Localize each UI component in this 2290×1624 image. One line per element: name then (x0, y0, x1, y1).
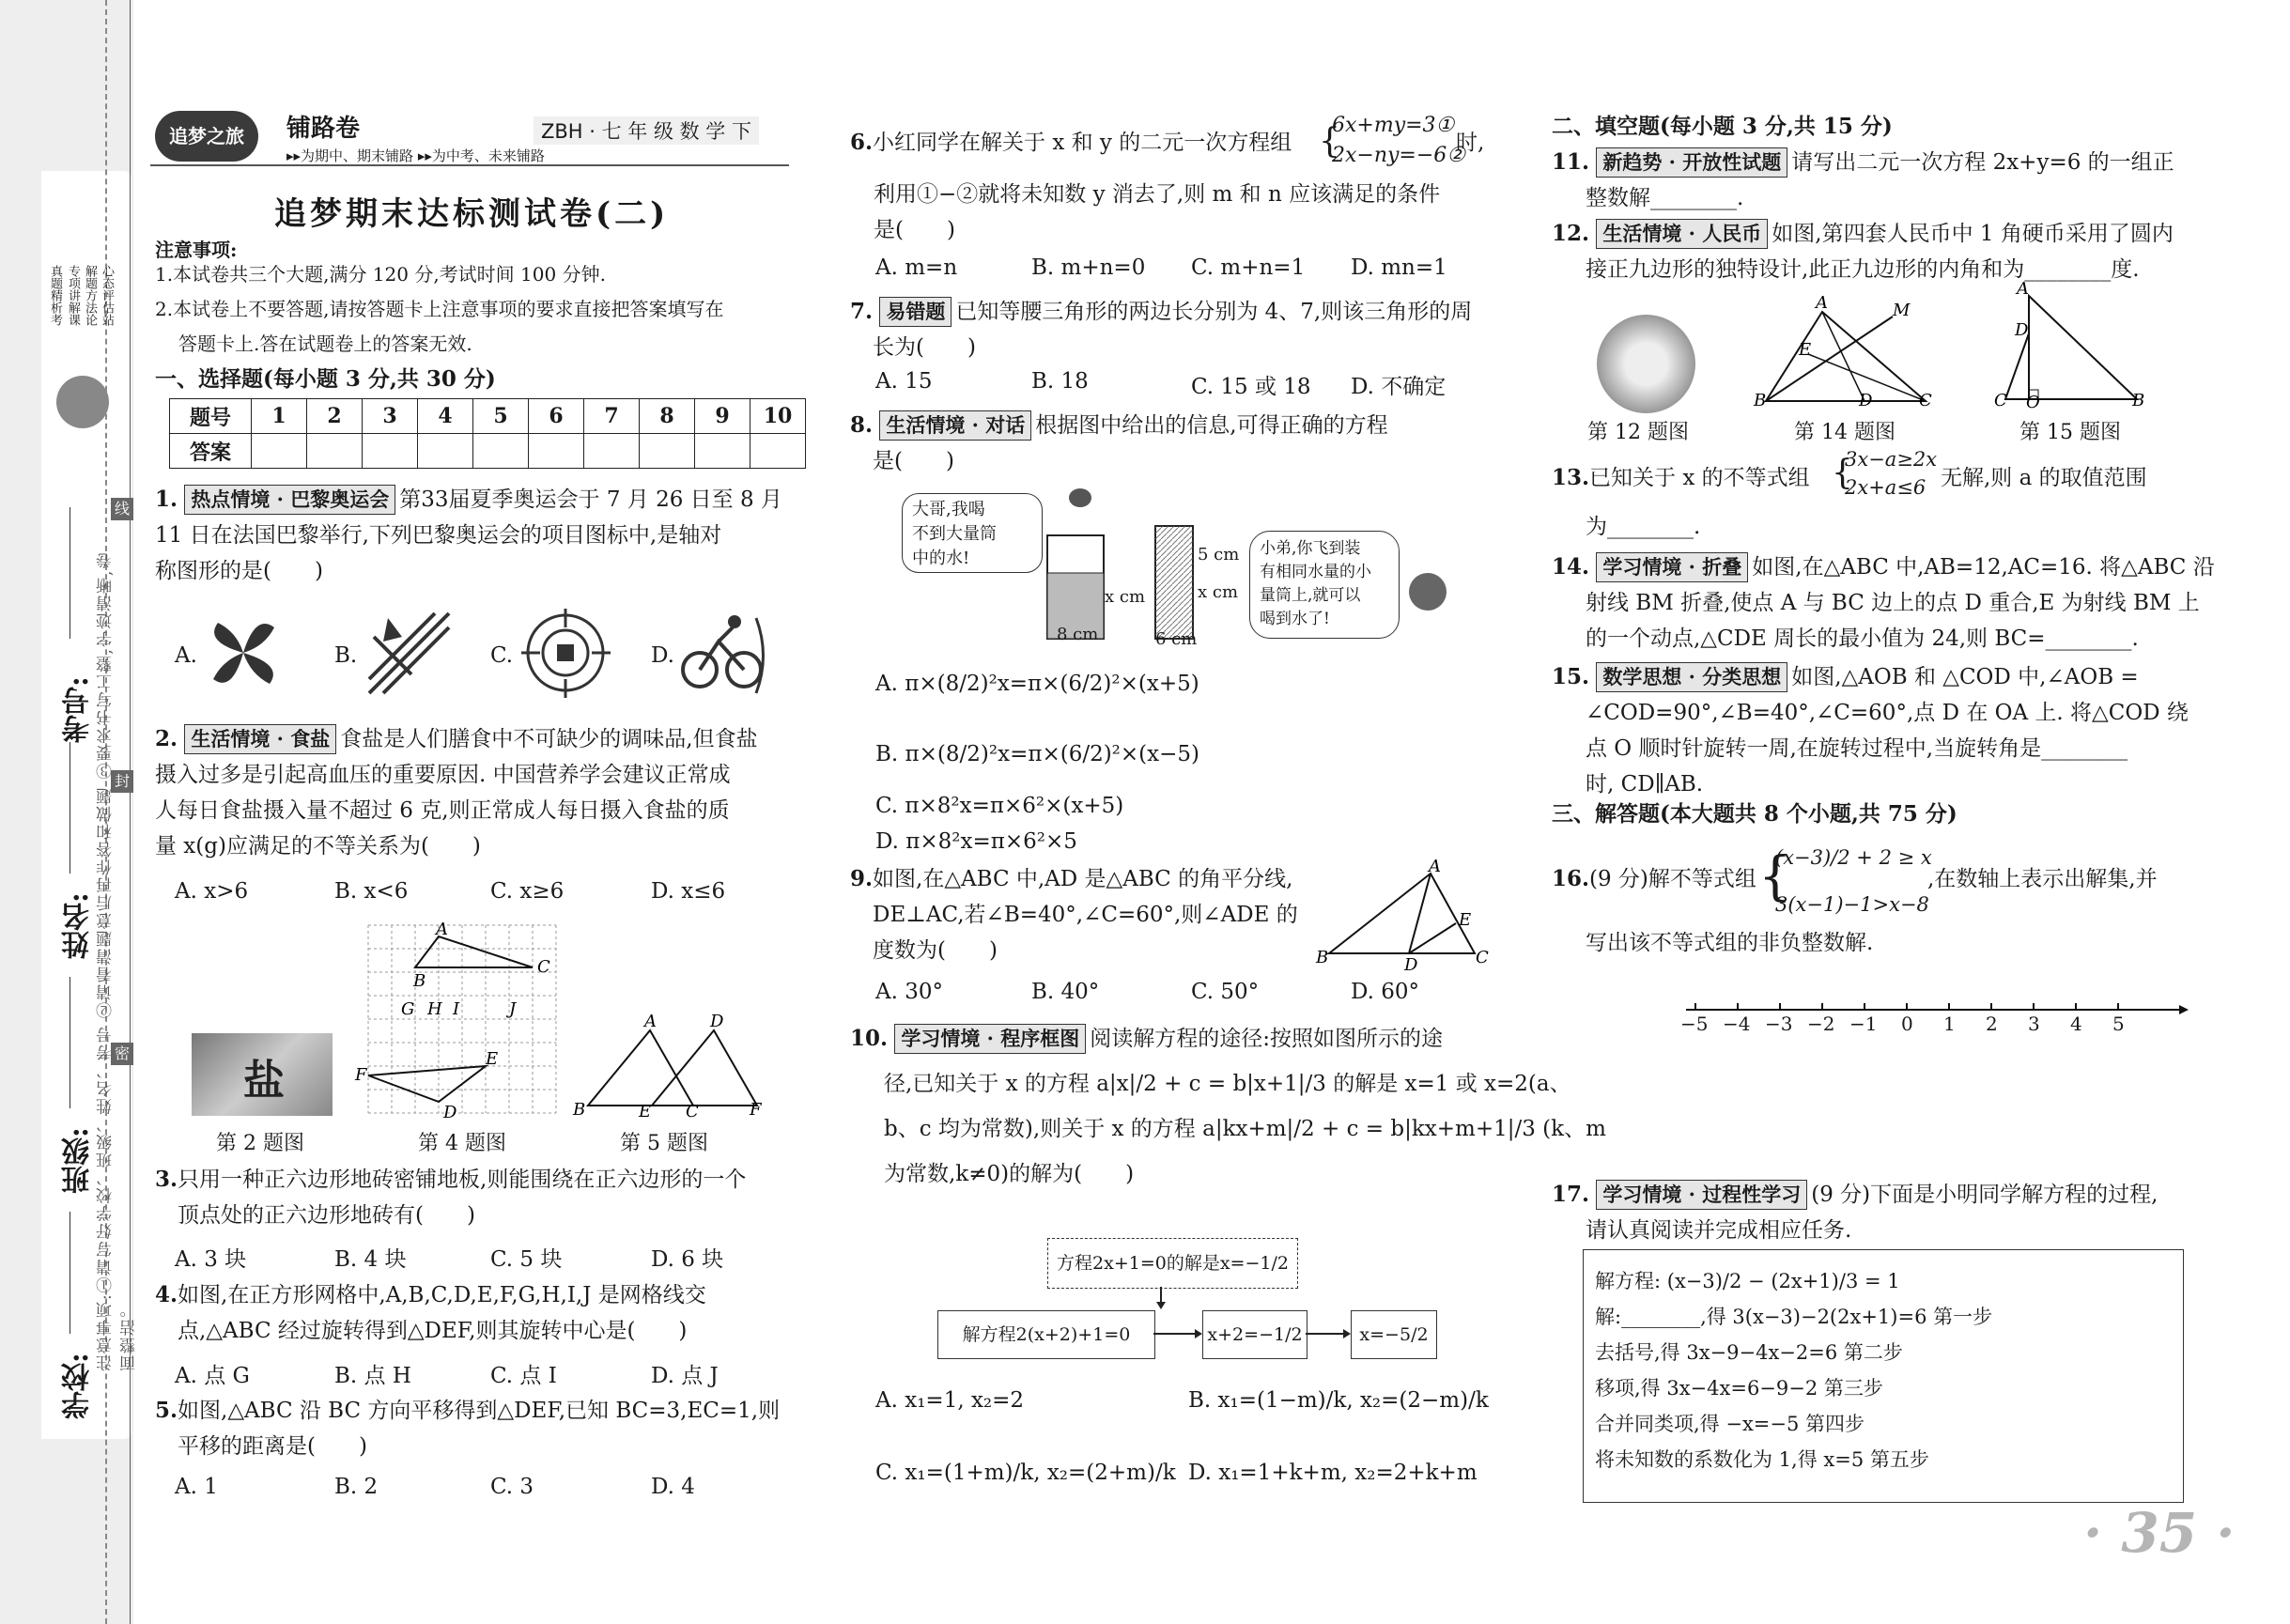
answer-cell[interactable] (529, 434, 584, 469)
tick-label: 4 (2070, 1013, 2082, 1035)
question-tag: 学习情境 · 程序框图 (894, 1024, 1086, 1054)
question-text: 已知等腰三角形的两边长分别为 4、7,则该三角形的周 (955, 300, 1473, 324)
question-number: 12. (1552, 221, 1590, 246)
sidebar-note: 注意事项:①请写好学校、班级、姓名、考号 ②请看清题意后再作答和做题 ③要求书写工整,字迹清晰,卷面整洁。 (97, 550, 139, 1371)
question-text: 量 x(g)应满足的不等关系为( ) (155, 834, 481, 858)
inequality-system (1845, 445, 1937, 502)
question-9 (850, 861, 1298, 968)
question-4 (155, 1277, 706, 1349)
option-b[interactable]: B. x<6 (334, 879, 409, 904)
question-text: 请认真阅读并完成相应任务. (1586, 1218, 1852, 1243)
option-b[interactable]: B. 2 (334, 1475, 379, 1499)
bubble-line: 喝到水了! (1260, 610, 1330, 628)
option-c[interactable]: C. x₁=(1+m)/k, x₂=(2+m)/k (875, 1461, 1176, 1485)
flow-step-box: 解方程2(x+2)+1=0 (937, 1310, 1155, 1359)
fold-figure-q14 (1754, 293, 1940, 410)
tick-label: 5 (2112, 1013, 2125, 1035)
option-b[interactable]: B. 40° (1031, 980, 1100, 1004)
question-text: 11 日在法国巴黎举行,下列巴黎奥运会的项目图标中,是轴对 (155, 523, 722, 548)
question-text: 是( ) (874, 218, 955, 242)
table-cell: 9 (695, 399, 750, 434)
inequality: 3x−a≥2x (1845, 448, 1938, 471)
question-text: 只用一种正六边形地砖密铺地板,则能围绕在正六边形的一个 (178, 1168, 747, 1192)
sidebar-tab[interactable]: 解题方法论 (83, 265, 97, 326)
question-text: 无解,则 a 的取值范围 (1941, 466, 2147, 490)
svg-text:D: D (1859, 391, 1873, 410)
question-17 (1552, 1177, 2158, 1248)
table-cell: 8 (640, 399, 695, 434)
question-text: 时, CD∥AB. (1586, 772, 1704, 797)
svg-text:A: A (1429, 857, 1441, 876)
answer-cell[interactable] (418, 434, 473, 469)
question-text: 如图,△AOB 和 △COD 中,∠AOB = (1791, 665, 2139, 689)
option-a[interactable]: A. 3 块 (175, 1247, 247, 1272)
section-1-heading: 一、选择题(每小题 3 分,共 30 分) (155, 366, 496, 392)
answer-cell[interactable] (584, 434, 640, 469)
question-text: 如图,第四套人民币中 1 角硬币采用了圆内 (1772, 222, 2174, 246)
tick-label: −1 (1849, 1013, 1878, 1035)
table-cell: 7 (584, 399, 640, 434)
question-number: 14. (1552, 554, 1590, 580)
svg-text:D: D (2015, 320, 2029, 340)
seal-secret-marker: 密 (111, 1043, 133, 1065)
rotation-figure-q15 (1994, 279, 2146, 413)
question-text: 利用①−②就将未知数 y 消去了,则 m 和 n 应该满足的条件 (874, 182, 1441, 207)
question-text: 阅读解方程的途径:按照如图所示的途 (1090, 1027, 1444, 1051)
bubble-line: 有相同水量的小 (1260, 563, 1371, 581)
brace-icon: { (1832, 454, 1853, 492)
figure-caption: 第 2 题图 (216, 1132, 304, 1155)
option-a[interactable]: A. (175, 643, 197, 668)
seal-line-marker: 线 (111, 498, 133, 520)
question-text: 根据图中给出的信息,可得正确的方程 (1035, 413, 1388, 438)
option-a[interactable]: A. π×(8/2)²x=π×(6/2)²×(x+5) (875, 672, 1199, 696)
translation-figure-q5 (573, 1012, 762, 1121)
solution-step: 解方程: (x−3)/2 − (2x+1)/3 = 1 (1595, 1270, 1900, 1292)
table-cell: 2 (307, 399, 363, 434)
option-d[interactable]: D. (651, 643, 674, 668)
answer-cell[interactable] (307, 434, 363, 469)
notice-line: 2.本试卷上不要答题,请按答题卡上注意事项的要求直接把答案填写在 (155, 298, 724, 320)
question-tag: 学习情境 · 折叠 (1596, 552, 1748, 582)
name-label: 姓名: (62, 892, 95, 960)
tick-label: 0 (1901, 1013, 1913, 1035)
answer-cell[interactable] (252, 434, 307, 469)
option-d[interactable]: D. mn=1 (1351, 255, 1447, 280)
exam-number-label: 考号: (62, 676, 95, 744)
question-text: ,在数轴上表示出解集,并 (1927, 867, 2158, 891)
svg-text:C: C (1476, 948, 1489, 967)
question-number: 15. (1552, 664, 1590, 689)
table-cell: 6 (529, 399, 584, 434)
bubble-line: 大哥,我喝 (912, 500, 985, 519)
bubble-line: 不到大量筒 (912, 524, 997, 544)
question-text: 径,已知关于 x 的方程 a|x|/2 + c = b|x+1|/3 的解是 x=1 或 x=2(a、 (884, 1072, 1571, 1096)
question-11 (1552, 145, 2174, 216)
svg-text:A: A (1816, 293, 1828, 313)
table-cell: 3 (363, 399, 418, 434)
question-number: 13. (1552, 465, 1590, 490)
svg-text:E: E (1799, 340, 1812, 360)
question-number: 4. (155, 1282, 178, 1307)
figure-caption: 第 15 题图 (2019, 421, 2121, 444)
table-cell: 4 (418, 399, 473, 434)
svg-text:B: B (1754, 391, 1767, 410)
bubble-line: 量筒上,就可以 (1260, 586, 1361, 605)
notice-heading: 注意事项: (155, 239, 238, 261)
question-text: 的一个动点,△CDE 周长的最小值为 24,则 BC=________. (1586, 626, 2139, 651)
question-number: 7. (850, 299, 874, 324)
option-c[interactable]: C. m+n=1 (1191, 255, 1306, 280)
svg-text:E: E (1459, 910, 1472, 930)
slogan: ▸▸为期中、期末铺路 ▸▸为中考、未来铺路 (286, 147, 545, 164)
page-title: 追梦期末达标测试卷(二) (274, 195, 670, 233)
svg-text:A: A (644, 1012, 657, 1031)
cycling-icon (676, 609, 770, 698)
question-number: 2. (155, 726, 178, 751)
svg-text:B: B (2132, 391, 2145, 410)
question-number: 17. (1552, 1182, 1590, 1207)
bubble-line: 小弟,你飞到装 (1260, 539, 1361, 558)
svg-text:F: F (355, 1065, 367, 1085)
flow-step-box: x+2=−1/2 (1202, 1310, 1307, 1359)
tick-label: 3 (2028, 1013, 2040, 1035)
answer-cell[interactable] (363, 434, 418, 469)
sidebar-tab[interactable]: 专项讲解课 (66, 265, 80, 326)
question-2 (155, 721, 758, 864)
solution-step: 去括号,得 3x−9−4x−2=6 第二步 (1595, 1341, 1903, 1364)
dim-label: 8 cm (1057, 625, 1099, 644)
header-rule (150, 164, 789, 166)
question-tag: 生活情境 · 对话 (879, 410, 1031, 441)
svg-text:B: B (413, 971, 426, 991)
equation: 2x−ny=−6② (1332, 144, 1466, 167)
pinwheel-icon (199, 609, 288, 698)
question-text: DE⊥AC,若∠B=40°,∠C=60°,则∠ADE 的 (873, 903, 1298, 927)
svg-text:E: E (486, 1049, 499, 1069)
question-tag: 热点情境 · 巴黎奥运会 (184, 485, 395, 515)
page-number: · 35 · (2083, 1501, 2236, 1565)
tick-label: 2 (1986, 1013, 1998, 1035)
salt-bag-photo (192, 1033, 333, 1116)
tick-label: 1 (1943, 1013, 1956, 1035)
svg-text:I: I (453, 999, 460, 1019)
notice-line: 答题卡上.答在试题卷上的答案无效. (178, 333, 472, 355)
notice-line: 1.本试卷共三个大题,满分 120 分,考试时间 100 分钟. (155, 263, 606, 286)
bird-icon (1069, 488, 1091, 507)
question-tag: 学习情境 · 过程性学习 (1596, 1180, 1807, 1210)
figure-caption: 第 5 题图 (620, 1132, 708, 1155)
tick-label: −4 (1723, 1013, 1751, 1035)
dim-label: x cm (1105, 587, 1146, 607)
question-number: 8. (850, 412, 874, 438)
question-text: 顶点处的正六边形地砖有( ) (178, 1203, 475, 1228)
question-text: 点,△ABC 经过旋转得到△DEF,则其旋转中心是( ) (178, 1319, 688, 1343)
question-text: 小红同学在解关于 x 和 y 的二元一次方程组 (873, 131, 1292, 155)
question-tag: 数学思想 · 分类思想 (1596, 662, 1787, 692)
solution-step: 解:________,得 3(x−3)−2(2x+1)=6 第一步 (1595, 1306, 1993, 1328)
option-c[interactable]: C. π×8²x=π×6²×(x+5) (875, 794, 1124, 818)
solution-step: 合并同类项,得 −x=−5 第四步 (1595, 1413, 1865, 1435)
option-d[interactable]: D. π×8²x=π×6²×5 (875, 829, 1077, 854)
option-c[interactable]: C. 点 I (490, 1364, 557, 1388)
svg-text:B: B (1316, 948, 1329, 967)
grid-figure-q4 (355, 920, 565, 1122)
question-text: b、c 均为常数),则关于 x 的方程 a|kx+m|/2 + c = b|kx+m+1|/3 (k、m (884, 1117, 1606, 1141)
option-a[interactable]: A. 15 (875, 369, 933, 394)
tick-label: −2 (1807, 1013, 1835, 1035)
svg-text:D: D (1404, 955, 1418, 975)
equation: 6x+my=3① (1332, 114, 1455, 137)
question-text: 射线 BM 折叠,使点 A 与 BC 边上的点 D 重合,E 为射线 BM 上 (1586, 591, 2200, 615)
option-b[interactable]: B. m+n=0 (1031, 255, 1146, 280)
badminton-icon (364, 609, 454, 698)
speech-bubble-right (1249, 531, 1400, 639)
equation-system (1332, 111, 1465, 171)
question-text: 称图形的是( ) (155, 559, 323, 583)
option-c[interactable]: C. 15 或 18 (1191, 375, 1311, 399)
target-icon (521, 609, 611, 698)
question-1 (155, 482, 782, 589)
dim-label: x cm (1198, 582, 1239, 602)
option-d[interactable]: D. 点 J (651, 1364, 719, 1388)
option-b[interactable]: B. 点 H (334, 1364, 411, 1388)
solution-process-box (1583, 1249, 2184, 1503)
question-6 (850, 125, 1292, 161)
dim-label: 5 cm (1198, 545, 1240, 565)
question-text: 为常数,k≠0)的解为( ) (884, 1162, 1135, 1186)
question-text: 已知关于 x 的不等式组 (1589, 466, 1810, 490)
option-b[interactable]: B. 4 块 (334, 1247, 407, 1272)
question-text: 平移的距离是( ) (178, 1434, 367, 1459)
inequality: 2x+a≤6 (1845, 476, 1926, 499)
option-b[interactable]: B. π×(8/2)²x=π×(6/2)²×(x−5) (875, 742, 1199, 766)
sidebar-tab[interactable]: 心态评估站 (100, 265, 114, 326)
question-text: 请写出二元一次方程 2x+y=6 的一组正 (1791, 150, 2174, 175)
table-cell: 5 (473, 399, 529, 434)
tick-label: −3 (1765, 1013, 1793, 1035)
table-cell: 10 (750, 399, 806, 434)
bird-icon (1409, 573, 1447, 611)
flow-hint-box: 方程2x+1=0的解是x=−1/2 (1047, 1238, 1298, 1289)
question-text: 是( ) (873, 449, 954, 473)
figure-caption: 第 4 题图 (418, 1132, 506, 1155)
option-b[interactable]: B. x₁=(1−m)/k, x₂=(2−m)/k (1188, 1388, 1489, 1413)
question-text: 写出该不等式组的非负整数解. (1586, 931, 1874, 955)
sidebar-tab[interactable]: 真题精析考 (48, 265, 62, 326)
svg-text:E: E (639, 1102, 652, 1121)
option-d[interactable]: D. 6 块 (651, 1247, 724, 1272)
section-3-heading: 三、解答题(本大题共 8 个小题,共 75 分) (1552, 801, 1957, 827)
inequality: (x−3)/2 + 2 ≥ x (1775, 846, 1932, 869)
table-cell: 题号 (170, 399, 252, 434)
coin-photo (1597, 315, 1695, 413)
inequality-system (1775, 834, 1932, 928)
question-3 (155, 1162, 746, 1233)
solution-step: 移项,得 3x−4x=6−9−2 第三步 (1595, 1377, 1883, 1400)
option-a[interactable]: A. x₁=1, x₂=2 (875, 1388, 1025, 1413)
seal-seal-marker: 封 (111, 770, 133, 793)
option-d[interactable]: D. x≤6 (651, 879, 726, 904)
option-a[interactable]: A. 30° (875, 980, 943, 1004)
question-number: 6. (850, 130, 874, 155)
question-15 (1552, 659, 2189, 802)
question-5 (155, 1393, 780, 1464)
question-tag: 生活情境 · 食盐 (184, 724, 336, 754)
figure-caption: 第 12 题图 (1587, 421, 1689, 444)
svg-text:A: A (436, 920, 448, 939)
svg-text:J: J (509, 999, 517, 1019)
answer-cell[interactable] (473, 434, 529, 469)
question-text: 整数解________. (1586, 186, 1744, 210)
question-text: 如图,在△ABC 中,AD 是△ABC 的角平分线, (873, 867, 1293, 891)
svg-text:O: O (2026, 393, 2040, 412)
series-label: 铺路卷 (286, 115, 361, 143)
option-a[interactable]: A. x>6 (175, 879, 249, 904)
question-tag: 新趋势 · 开放性试题 (1596, 147, 1787, 178)
question-8 (850, 408, 1388, 479)
section-2-heading: 二、填空题(每小题 3 分,共 15 分) (1552, 114, 1893, 139)
option-c[interactable]: C. (490, 643, 514, 668)
question-text: 点 O 顺时针旋转一周,在旋转过程中,当旋转角是________ (1586, 736, 2128, 761)
triangle-figure-q9 (1316, 857, 1489, 975)
question-text: 长为( ) (873, 335, 976, 360)
question-number: 3. (155, 1167, 178, 1192)
question-number: 5. (155, 1398, 178, 1423)
svg-text:C: C (1994, 391, 2007, 410)
question-14 (1552, 549, 2215, 657)
question-number: 10. (850, 1026, 889, 1051)
book-code: ZBH · 七 年 级 数 学 下 (534, 116, 759, 145)
option-c[interactable]: C. 50° (1191, 980, 1260, 1004)
question-text: 摄入过多是引起高血压的重要原因. 中国营养学会建议正常成 (155, 763, 731, 787)
option-d[interactable]: D. 不确定 (1351, 375, 1447, 399)
answer-cell[interactable] (695, 434, 750, 469)
class-label: 班级: (62, 1127, 95, 1195)
question-text: 接正九边形的独特设计,此正九边形的内角和为________度. (1586, 257, 2140, 282)
svg-text:H: H (427, 999, 442, 1019)
svg-text:F: F (750, 1100, 762, 1120)
question-text: 人每日食盐摄入量不超过 6 克,则正常成人每日摄入食盐的质 (155, 798, 730, 823)
question-text: ∠COD=90°,∠B=40°,∠C=60°,点 D 在 OA 上. 将△COD 绕 (1586, 701, 2189, 725)
tick-label: −5 (1680, 1013, 1709, 1035)
option-b[interactable]: B. (334, 643, 358, 668)
svg-text:B: B (573, 1100, 586, 1120)
question-12 (1552, 216, 2174, 287)
question-number: 11. (1552, 149, 1590, 175)
question-text: (9 分)下面是小明同学解方程的过程, (1811, 1183, 2158, 1207)
option-c[interactable]: C. 3 (490, 1475, 534, 1499)
question-number: 16. (1552, 866, 1590, 891)
flow-step-box: x=−5/2 (1351, 1310, 1437, 1359)
question-text: (9 分)解不等式组 (1589, 867, 1756, 891)
salt-character: 盐 (243, 1057, 285, 1105)
logo-emblem-icon (56, 376, 109, 428)
inequality: 3(x−1)−1>x−8 (1775, 893, 1929, 916)
solution-step: 将未知数的系数化为 1,得 x=5 第五步 (1595, 1448, 1929, 1471)
question-number: 9. (850, 866, 874, 891)
question-text: 度数为( ) (873, 938, 998, 963)
question-text: 时, (1456, 131, 1485, 155)
svg-text:C: C (537, 957, 550, 977)
question-text: 第33届夏季奥运会于 7 月 26 日至 8 月 (399, 487, 782, 512)
svg-text:C: C (686, 1102, 699, 1121)
question-10 (850, 1016, 1606, 1197)
brace-icon: { (1758, 846, 1792, 907)
svg-text:M: M (1893, 301, 1911, 320)
question-13 (1552, 460, 1810, 496)
table-row (170, 399, 806, 434)
option-c[interactable]: C. x≥6 (490, 879, 565, 904)
question-16 (1552, 861, 1756, 897)
dim-label: 6 cm (1155, 629, 1198, 649)
option-c[interactable]: C. 5 块 (490, 1247, 563, 1272)
speech-bubble-left (902, 493, 1043, 573)
sidebar-tabs (47, 265, 62, 326)
option-a[interactable]: A. 点 G (175, 1364, 250, 1388)
table-row (170, 434, 806, 469)
option-a[interactable]: A. 1 (175, 1475, 218, 1499)
question-text: 为________. (1586, 515, 1701, 539)
table-cell: 答案 (170, 434, 252, 469)
answer-cell[interactable] (640, 434, 695, 469)
svg-text:G: G (401, 999, 415, 1019)
option-b[interactable]: B. 18 (1031, 369, 1089, 394)
question-6-cont (874, 177, 1440, 248)
option-a[interactable]: A. m=n (875, 255, 958, 280)
brace-icon: { (1319, 122, 1340, 161)
table-cell: 1 (252, 399, 307, 434)
question-text: 食盐是人们膳食中不可缺少的调味品,但食盐 (340, 727, 758, 751)
question-number: 1. (155, 487, 178, 512)
question-tag: 易错题 (879, 297, 952, 327)
option-d[interactable]: D. 60° (1351, 980, 1420, 1004)
svg-text:D: D (443, 1103, 457, 1122)
svg-text:D: D (710, 1012, 724, 1031)
question-7 (850, 294, 1472, 365)
answer-table (169, 398, 806, 469)
bubble-line: 中的水! (912, 549, 970, 568)
question-tag: 生活情境 · 人民币 (1596, 219, 1768, 249)
figure-caption: 第 14 题图 (1794, 421, 1895, 444)
brand-logo: 追梦之旅 (155, 111, 258, 162)
flow-arrows (1153, 1287, 1360, 1343)
svg-text:A: A (2017, 279, 2029, 299)
question-text: 如图,△ABC 沿 BC 方向平移得到△DEF,已知 BC=3,EC=1,则 (178, 1399, 781, 1423)
question-text: 如图,在△ABC 中,AB=12,AC=16. 将△ABC 沿 (1752, 555, 2215, 580)
question-text: 如图,在正方形网格中,A,B,C,D,E,F,G,H,I,J 是网格线交 (178, 1283, 706, 1307)
option-d[interactable]: D. x₁=1+k+m, x₂=2+k+m (1188, 1461, 1478, 1485)
school-label: 学校: (62, 1353, 95, 1420)
answer-cell[interactable] (750, 434, 806, 469)
svg-text:C: C (1919, 391, 1932, 410)
option-d[interactable]: D. 4 (651, 1475, 695, 1499)
